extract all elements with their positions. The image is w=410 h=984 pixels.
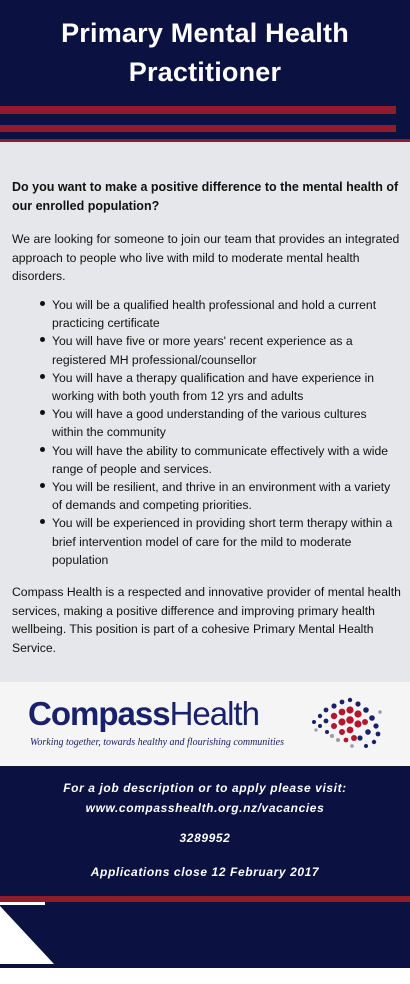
vacancies-link[interactable]: www.compasshealth.org.nz/vacancies	[85, 801, 325, 815]
application-footer	[0, 766, 410, 896]
title-line-1: Primary Mental Health	[61, 18, 349, 48]
header-banner	[0, 0, 410, 142]
requirement-item: You will have the ability to communicate effectively with a wide range of people and services.	[40, 442, 398, 478]
compass-health-logo	[0, 682, 410, 766]
requirement-item: You will be resilient, and thrive in an environment with a variety of demands and competing priorities.	[40, 478, 398, 514]
requirement-item: You will have five or more years' recent experience as a registered MH professional/counsellor	[40, 332, 398, 368]
page-title	[0, 14, 410, 92]
content-panel	[0, 142, 410, 682]
requirement-item: You will have a good understanding of the various cultures within the community	[40, 405, 398, 441]
closing-date: Applications close 12 February 2017	[90, 865, 320, 879]
dotted-map-icon	[308, 692, 386, 752]
organisation-paragraph: Compass Health is a respected and innovative provider of mental health services, making a positive difference and improving primary health wellbeing. This position is part of a cohesive Primary Mental Health Service.	[12, 585, 401, 655]
header-stripe-middle	[0, 125, 396, 132]
lead-question: Do you want to make a positive difference to the mental health of our enrolled population?	[12, 180, 399, 213]
logo-wordmark	[28, 696, 259, 732]
intro-paragraph: We are looking for someone to join our team that provides an integrated approach to people who live with mild to moderate mental health disorders.	[12, 232, 400, 283]
logo-word-compass: Compass	[28, 695, 170, 732]
logo-tagline: Working together, towards healthy and flourishing communities	[30, 737, 284, 748]
bottom-decoration	[0, 896, 410, 968]
header-stripe-top	[0, 106, 396, 114]
requirement-item: You will be experienced in providing short term therapy within a brief intervention model of care for the mild to moderate population	[40, 514, 398, 569]
title-line-2: Practitioner	[128, 57, 282, 87]
requirement-item: You will have a therapy qualification and have experience in working with both youth from 12 yrs and adults	[40, 369, 398, 405]
reference-number: 3289952	[179, 831, 231, 845]
apply-instructions: For a job description or to apply please visit:	[63, 781, 347, 795]
logo-word-health: Health	[169, 695, 259, 732]
requirements-list	[40, 296, 398, 569]
requirement-item: You will be a qualified health professional and hold a current practicing certificate	[40, 296, 398, 332]
